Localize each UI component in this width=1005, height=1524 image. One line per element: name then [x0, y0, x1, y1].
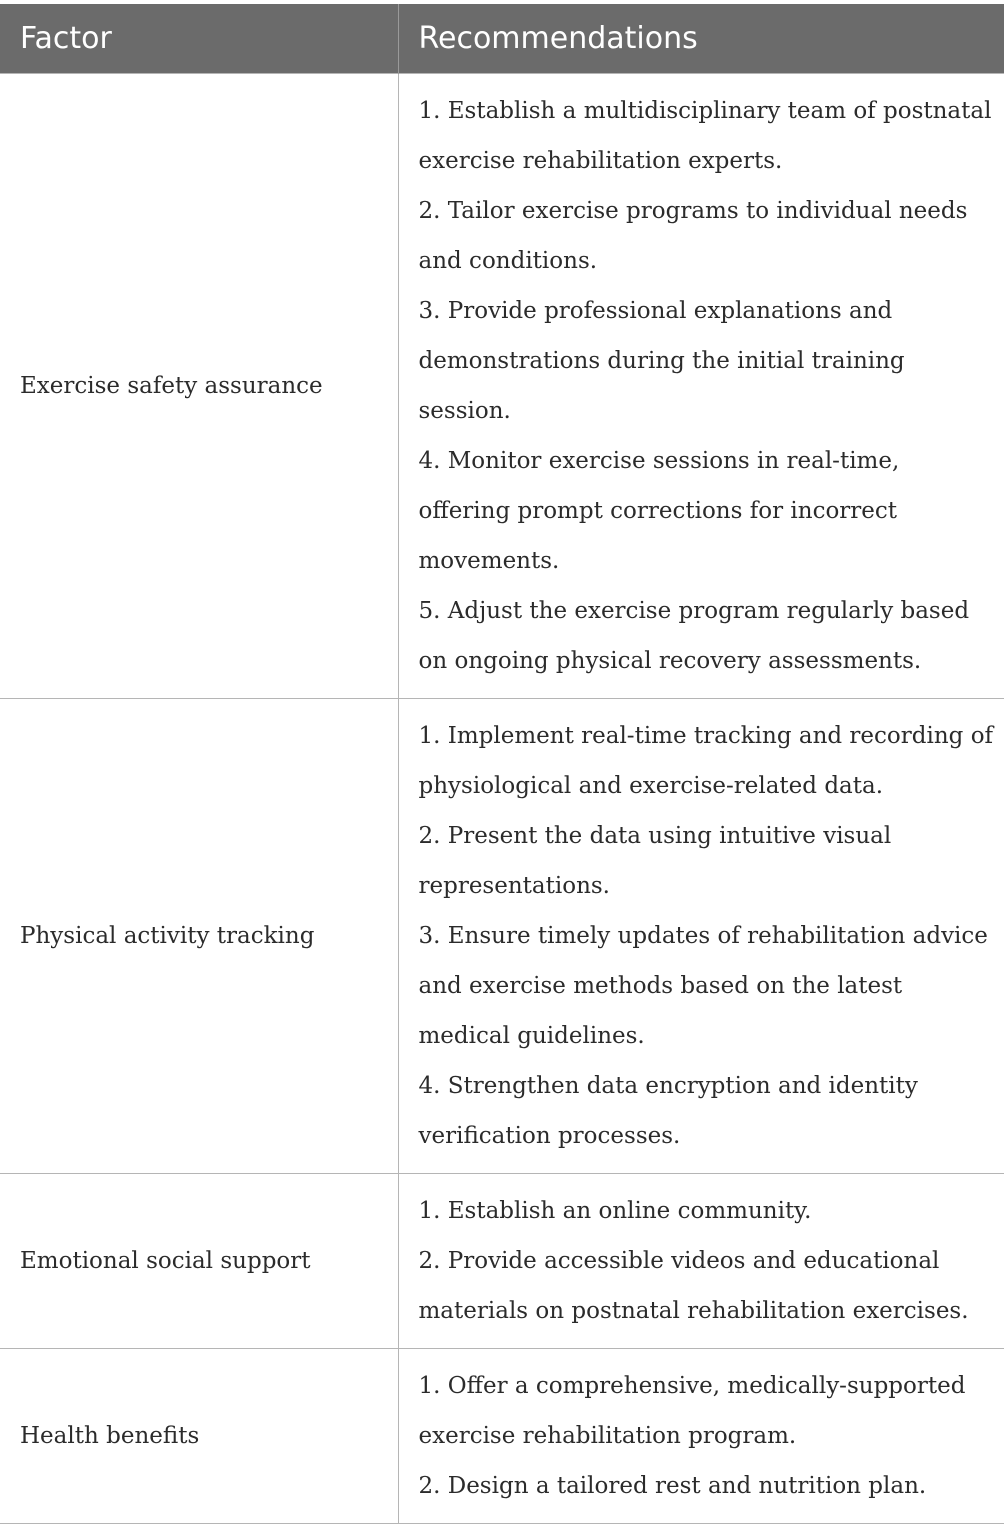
recommendation-item: 2. Present the data using intuitive visual representations. — [418, 823, 892, 899]
table-header-row — [0, 4, 1004, 74]
recommendations-cell — [398, 74, 1004, 699]
recommendation-item: 1. Offer a comprehensive, medically-supported exercise rehabilitation program. — [418, 1373, 966, 1449]
factor-cell: Exercise safety assurance — [0, 74, 398, 699]
recommendation-item: 3. Ensure timely updates of rehabilitation advice and exercise methods based on the latest medical guidelines. — [418, 923, 988, 1049]
recommendation-item: 1. Implement real-time tracking and recording of physiological and exercise-related data. — [418, 723, 994, 799]
table-row — [0, 74, 1004, 699]
recommendation-item: 1. Establish a multidisciplinary team of postnatal exercise rehabilitation experts. — [418, 98, 992, 174]
recommendations-cell — [398, 1349, 1004, 1524]
factor-cell: Emotional social support — [0, 1174, 398, 1349]
recommendation-item: 2. Provide accessible videos and educational materials on postnatal rehabilitation exercises. — [418, 1248, 969, 1324]
recommendations-table — [0, 4, 1004, 1524]
factor-cell: Physical activity tracking — [0, 699, 398, 1174]
recommendations-cell — [398, 699, 1004, 1174]
table-row — [0, 1349, 1004, 1524]
recommendation-item: 2. Tailor exercise programs to individual needs and conditions. — [418, 198, 968, 274]
recommendation-item: 1. Establish an online community. — [418, 1198, 812, 1224]
recommendation-item: 2. Design a tailored rest and nutrition plan. — [418, 1473, 927, 1499]
factor-cell: Health benefits — [0, 1349, 398, 1524]
recommendation-item: 4. Strengthen data encryption and identity verification processes. — [418, 1073, 918, 1149]
recommendation-item: 4. Monitor exercise sessions in real-time, offering prompt corrections for incorrect movements. — [418, 448, 900, 574]
table-row — [0, 699, 1004, 1174]
table-row — [0, 1174, 1004, 1349]
recommendations-column-header: Recommendations — [398, 4, 1004, 74]
recommendation-item: 3. Provide professional explanations and demonstrations during the initial training session. — [418, 298, 905, 424]
recommendation-item: 5. Adjust the exercise program regularly based on ongoing physical recovery assessments. — [418, 598, 970, 674]
factor-column-header: Factor — [0, 4, 398, 74]
recommendations-cell — [398, 1174, 1004, 1349]
